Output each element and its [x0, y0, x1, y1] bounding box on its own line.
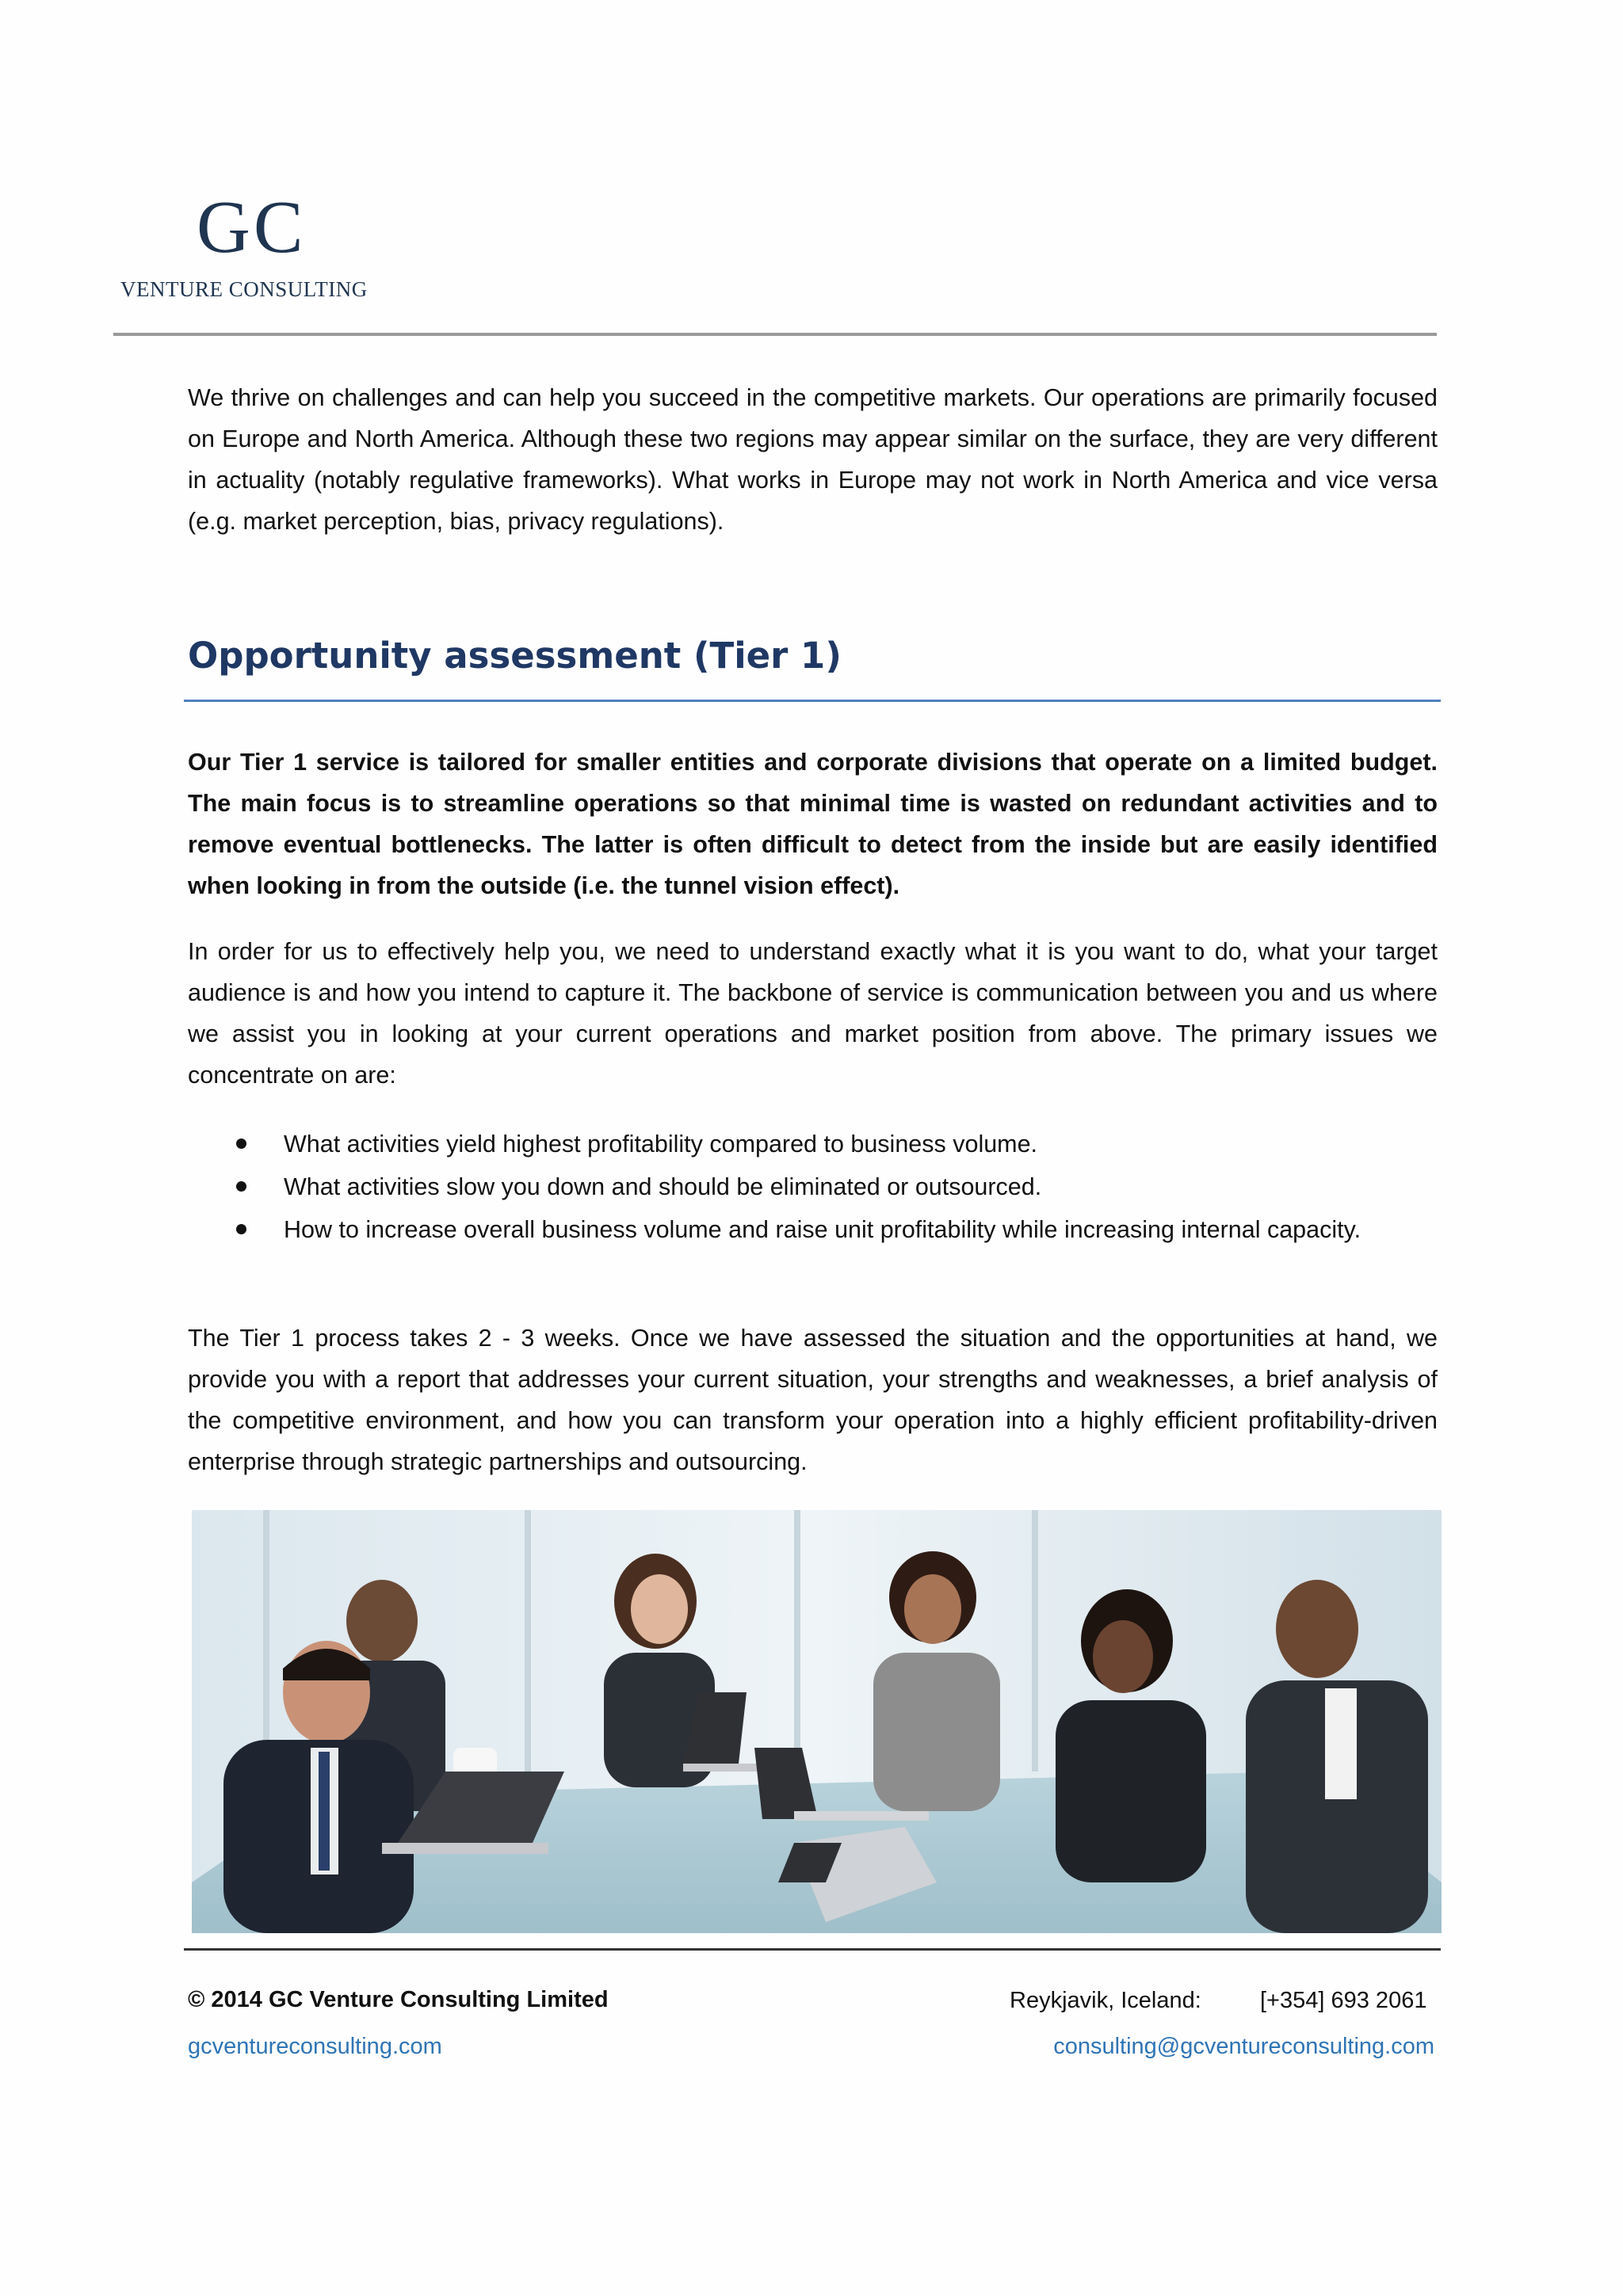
bullet-icon [236, 1224, 246, 1234]
list-item-text: What activities slow you down and should be eliminated or outsourced. [284, 1173, 1042, 1200]
bullet-icon [236, 1138, 246, 1149]
email-link[interactable]: consulting@gcventureconsulting.com [1053, 2034, 1434, 2059]
website-link[interactable]: gcventureconsulting.com [188, 2034, 442, 2059]
service-paragraph: In order for us to effectively help you, we need to understand exactly what it is you want to do, what your target audience is and how you intend to capture it. The backbone of service is communication between you and us where we assist you in looking at your current operations and market position from above. The primary issues we concentrate on are: [188, 938, 1438, 1089]
company-logo-mark: GC [197, 186, 307, 269]
closing-paragraph: The Tier 1 process takes 2 - 3 weeks. Once we have assessed the situation and the opportunities at hand, we provide you with a report that addresses your current situation, your strengths and weaknesses, a brief analysis of the competitive environment, and how you can transform your operation into a highly efficient profitability-driven enterprise through strategic partnerships and outsourcing. [188, 1325, 1438, 1475]
list-item-text: What activities yield highest profitability compared to business volume. [284, 1131, 1038, 1158]
header-divider [113, 333, 1437, 336]
business-meeting-photo [192, 1510, 1442, 1933]
list-item [188, 1123, 1438, 1165]
lead-paragraph: Our Tier 1 service is tailored for smaller entities and corporate divisions that operate on a limited budget. The main focus is to streamline operations so that minimal time is wasted on redundant activities and to remove eventual bottlenecks. The latter is often difficult to detect from the inside but are easily identified when looking in from the outside (i.e. the tunnel vision effect). [188, 749, 1438, 899]
section-title: Opportunity assessment (Tier 1) [188, 635, 842, 677]
list-item [188, 1166, 1438, 1207]
footer-divider [184, 1948, 1441, 1951]
issues-list [188, 1123, 1438, 1252]
copyright-notice: © 2014 GC Venture Consulting Limited [188, 1987, 609, 2012]
phone-number: [+354] 693 2061 [1260, 1988, 1427, 2013]
list-item-text: How to increase overall business volume and raise unit profitability while increasing internal capacity. [284, 1216, 1361, 1243]
company-logo-subtitle: VENTURE CONSULTING [120, 277, 368, 301]
section-title-underline [184, 700, 1441, 702]
list-item [188, 1209, 1438, 1250]
bullet-icon [236, 1181, 246, 1192]
office-location: Reykjavik, Iceland: [1010, 1988, 1201, 2013]
intro-paragraph: We thrive on challenges and can help you succeed in the competitive markets. Our operations are primarily focused on Europe and North America. Although these two regions may appear similar on the surface, they are very different in actuality (notably regulative frameworks). What works in Europe may not work in North America and vice versa (e.g. market perception, bias, privacy regulations). [188, 384, 1438, 535]
